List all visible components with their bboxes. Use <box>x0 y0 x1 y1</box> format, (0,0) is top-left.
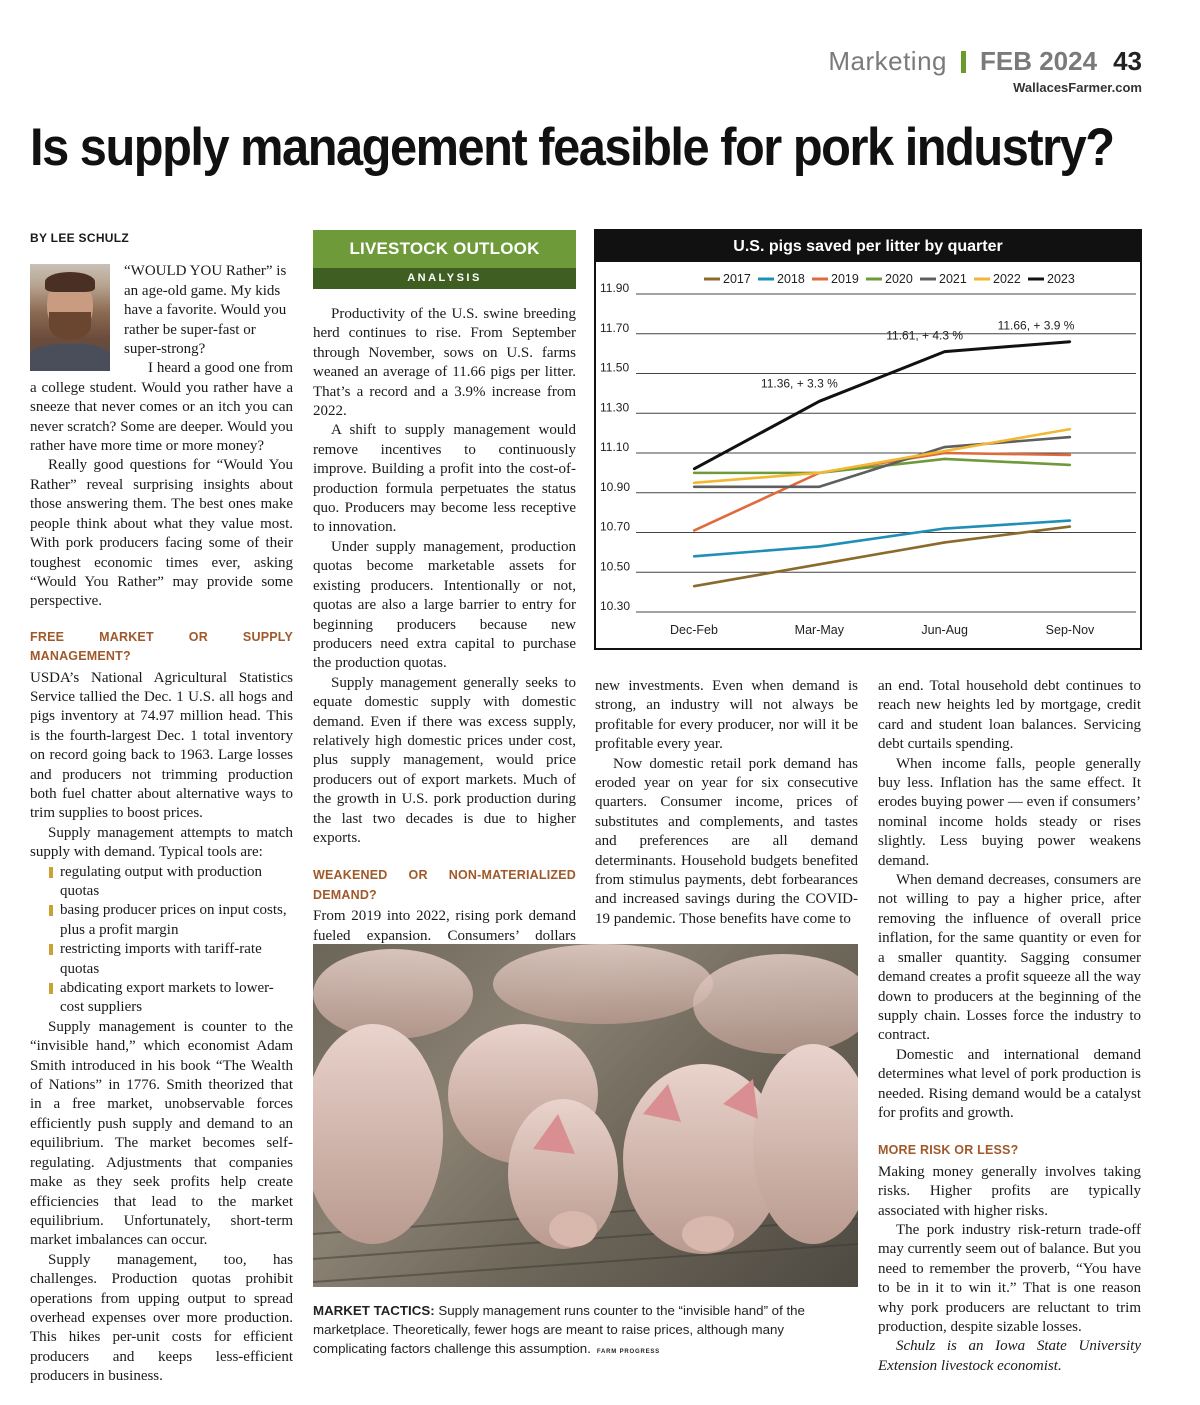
y-tick-label: 10.50 <box>600 559 631 574</box>
paragraph: Productivity of the U.S. swine breeding herd continues to rise. From September through November, sows on U.S. farms weaned an average of 11.66 pigs per litter. That’s a record and a 3.9% increase from 2022. <box>313 306 576 420</box>
site-link[interactable]: WallacesFarmer.com <box>1013 80 1142 95</box>
column-2 <box>313 305 576 965</box>
caption-label: MARKET TACTICS: <box>313 1303 435 1318</box>
legend-label: 2023 <box>1047 272 1075 286</box>
paragraph: Supply management attempts to match supply with demand. Typical tools are: <box>30 824 293 861</box>
paragraph: “WOULD YOU Rather” is an age-old game. My kids have a favorite. Would you rather be super-fast or super-strong? <box>124 263 287 358</box>
series-line-2023 <box>694 342 1070 469</box>
article-headline: Is supply management feasible for pork industry? <box>30 118 1114 177</box>
column-1 <box>30 229 293 1387</box>
data-point-2020 <box>943 458 945 460</box>
outlook-title: LIVESTOCK OUTLOOK <box>313 230 576 268</box>
paragraph: A shift to supply management would remove incentives to continuously improve. Building a profit into the cost-of-production formula perpetuates the status quo. Producers may become less receptive to innovation. <box>313 422 576 536</box>
section-subhead: MORE RISK OR LESS? <box>878 1143 1019 1158</box>
paragraph: I heard a good one from a college student. Would you rather have a sneeze that never comes or an itch you can never scratch? Some are deeper. Would you rather have more time or more money? <box>30 360 293 455</box>
paragraph: new investments. Even when demand is strong, an industry will not always be profitable for every producer, nor will it be profitable every year. <box>595 678 858 753</box>
data-point-2019 <box>1069 454 1071 456</box>
issue-date: FEB 2024 <box>980 46 1098 76</box>
data-point-2018 <box>818 545 820 547</box>
data-point-2021 <box>1069 436 1071 438</box>
data-point-2021 <box>943 446 945 448</box>
page-header <box>0 46 1200 106</box>
livestock-outlook-banner <box>313 230 576 289</box>
data-point-2018 <box>943 527 945 529</box>
column-3 <box>595 677 858 929</box>
paragraph: Now domestic retail pork demand has eroded year on year for six consecutive quarters. Consumer income, prices of substitutes and complements, and tastes and preferences are all demand determinants. Household budgets benefited from stimulus payments, debt forbearances and increased savings during the COVID-19 pandemic. Those benefits have come to <box>595 755 858 927</box>
outlook-subtitle: ANALYSIS <box>313 268 576 289</box>
x-tick-label: Dec-Feb <box>670 623 718 637</box>
paragraph: Really good questions for “Would You Rather” reveal surprising insights about those answering them. The best ones make people think about what they value most. With pork producers facing some of their toughest economic times ever, asking “Would You Rather” may provide some perspective. <box>30 457 293 610</box>
legend-label: 2018 <box>777 272 805 286</box>
data-point-2017 <box>693 585 695 587</box>
y-tick-label: 10.30 <box>600 599 631 613</box>
data-point-2017 <box>818 563 820 565</box>
paragraph: The pork industry risk-return trade-off may currently seem out of balance. But you need to remember the proverb, “You have to be in it to win it.” That is one reason why pork producers are reluctant to trim production, despite sizable losses. <box>878 1221 1141 1335</box>
hogs-photo <box>313 944 858 1287</box>
data-point-2023 <box>943 350 945 352</box>
caption-text: Supply management runs counter to the “invisible hand” of the marketplace. Theoretically, fewer hogs are meant to raise prices, although many complicating factors challenge this assumption. <box>313 1303 805 1356</box>
legend-label: 2017 <box>723 272 751 286</box>
byline: BY LEE SCHULZ <box>30 231 130 245</box>
x-tick-label: Sep-Nov <box>1045 623 1095 637</box>
paragraph: Supply management, too, has challenges. Production quotas prohibit operations from upping output to spread overhead expenses over more production. This hikes per-unit costs for efficient producers and keeps less-efficient producers in business. <box>30 1251 293 1385</box>
folio-divider <box>961 51 966 73</box>
data-point-2017 <box>943 541 945 543</box>
data-point-2021 <box>693 486 695 488</box>
legend-label: 2022 <box>993 272 1021 286</box>
data-label: 11.66, + 3.9 % <box>997 318 1075 333</box>
paragraph: When income falls, people generally buy less. Inflation has the same effect. It erodes buying power — even if consumers’ nominal income holds steady or rises slightly. Less buying power weakens demand. <box>878 755 1141 869</box>
y-tick-label: 11.50 <box>600 360 630 375</box>
data-point-2023 <box>693 468 695 470</box>
photo-caption <box>313 1301 858 1362</box>
paragraph: From 2019 into 2022, rising pork demand fueled expansion. Consumers’ dollars <box>313 908 576 944</box>
data-point-2022 <box>693 482 695 484</box>
y-tick-label: 11.10 <box>600 440 630 454</box>
x-tick-label: Jun-Aug <box>921 623 968 637</box>
data-point-2023 <box>1069 341 1071 343</box>
data-label: 11.36, + 3.3 % <box>760 376 838 391</box>
paragraph: When demand decreases, consumers are not willing to pay a higher price, after removing the influence of overall price inflation, for the same quantity or even for a smaller quantity. Sagging consumer demand creates a profit squeeze all the way down to producers at the beginning of the supply chain. Losses force the industry to contract. <box>878 872 1141 1044</box>
list-item: regulating output with production quotas <box>30 863 293 902</box>
paragraph: Supply management generally seeks to equate domestic supply with domestic demand. Even if there was excess supply, relatively high domestic prices under cost, plus supply management, would price producers out of export markets. Much of the growth in U.S. pork production during the last two decades is due to higher exports. <box>313 674 576 846</box>
paragraph: Supply management is counter to the “invisible hand,” which economist Adam Smith introduced in his book “The Wealth of Nations” in 1776. Smith theorized that in a free market, unobservable forces efficiently push supply and demand to an equilibrium. The market becomes self-regulating. Adjustments that companies make as they seek profits help create efficiencies that lead to the market equilibrium. Unfortunately, short-term market imbalances can occur. <box>30 1018 293 1249</box>
list-item: basing producer prices on input costs, plus a profit margin <box>30 901 293 940</box>
legend-label: 2021 <box>939 272 967 286</box>
paragraph: Under supply management, production quotas become marketable assets for existing producers. Intentionally or not, quotas are also a large barrier to entry for beginning producers because new producers need extra capital to purchase the production quotas. <box>313 538 576 672</box>
photo-credit: FARM PROGRESS <box>596 1349 660 1355</box>
series-line-2018 <box>694 521 1070 557</box>
legend-label: 2019 <box>831 272 859 286</box>
list-item: abdicating export markets to lower-cost suppliers <box>30 979 293 1018</box>
y-tick-label: 11.30 <box>600 400 630 415</box>
author-note: Schulz is an Iowa State University Extension livestock economist. <box>878 1338 1141 1374</box>
list-item: restricting imports with tariff-rate quotas <box>30 940 293 979</box>
data-point-2018 <box>693 555 695 557</box>
data-point-2020 <box>1069 464 1071 466</box>
column-4 <box>878 677 1141 1376</box>
folio-line <box>828 46 1142 77</box>
author-photo <box>30 264 110 371</box>
series-line-2017 <box>694 527 1070 587</box>
bullet-list <box>30 863 293 1018</box>
chart-title: U.S. pigs saved per litter by quarter <box>596 231 1140 262</box>
paragraph: Making money generally involves taking risks. Higher profits are typically associated with higher risks. <box>878 1163 1141 1219</box>
data-point-2018 <box>1069 519 1071 521</box>
paragraph: Domestic and international demand determines what level of pork production is needed. Rising demand would be a catalyst for profits and growth. <box>878 1046 1141 1121</box>
y-tick-label: 10.70 <box>600 519 631 534</box>
data-label: 11.61, + 4.3 % <box>886 328 964 343</box>
line-chart <box>596 262 1140 648</box>
y-tick-label: 11.90 <box>600 281 630 295</box>
y-tick-label: 11.70 <box>600 320 630 335</box>
data-point-2022 <box>818 472 820 474</box>
section-subhead: WEAKENED OR NON-MATERIALIZED DEMAND? <box>313 868 576 902</box>
paragraph: an end. Total household debt continues to reach new heights led by mortgage, credit card and student loan balances. Servicing debt curtails spending. <box>878 678 1141 753</box>
section-name: Marketing <box>828 46 947 76</box>
y-tick-label: 10.90 <box>600 479 631 494</box>
data-point-2020 <box>693 472 695 474</box>
data-point-2023 <box>818 400 820 402</box>
pigs-per-litter-chart <box>594 229 1142 650</box>
section-subhead: FREE MARKET OR SUPPLY MANAGEMENT? <box>30 629 293 664</box>
data-point-2017 <box>1069 525 1071 527</box>
data-point-2019 <box>693 529 695 531</box>
data-point-2022 <box>943 450 945 452</box>
page-number: 43 <box>1113 46 1142 76</box>
x-tick-label: Mar-May <box>794 623 844 637</box>
legend-label: 2020 <box>885 272 913 286</box>
data-point-2021 <box>818 486 820 488</box>
data-point-2022 <box>1069 428 1071 430</box>
paragraph: USDA’s National Agricultural Statistics Service tallied the Dec. 1 U.S. all hogs and pigs inventory at 74.97 million head. This is the fourth-largest Dec. 1 total inventory on record going back to 1963. Large losses and producers not trimming production both fuel chatter about alternative ways to trim supplies to boost prices. <box>30 669 293 822</box>
